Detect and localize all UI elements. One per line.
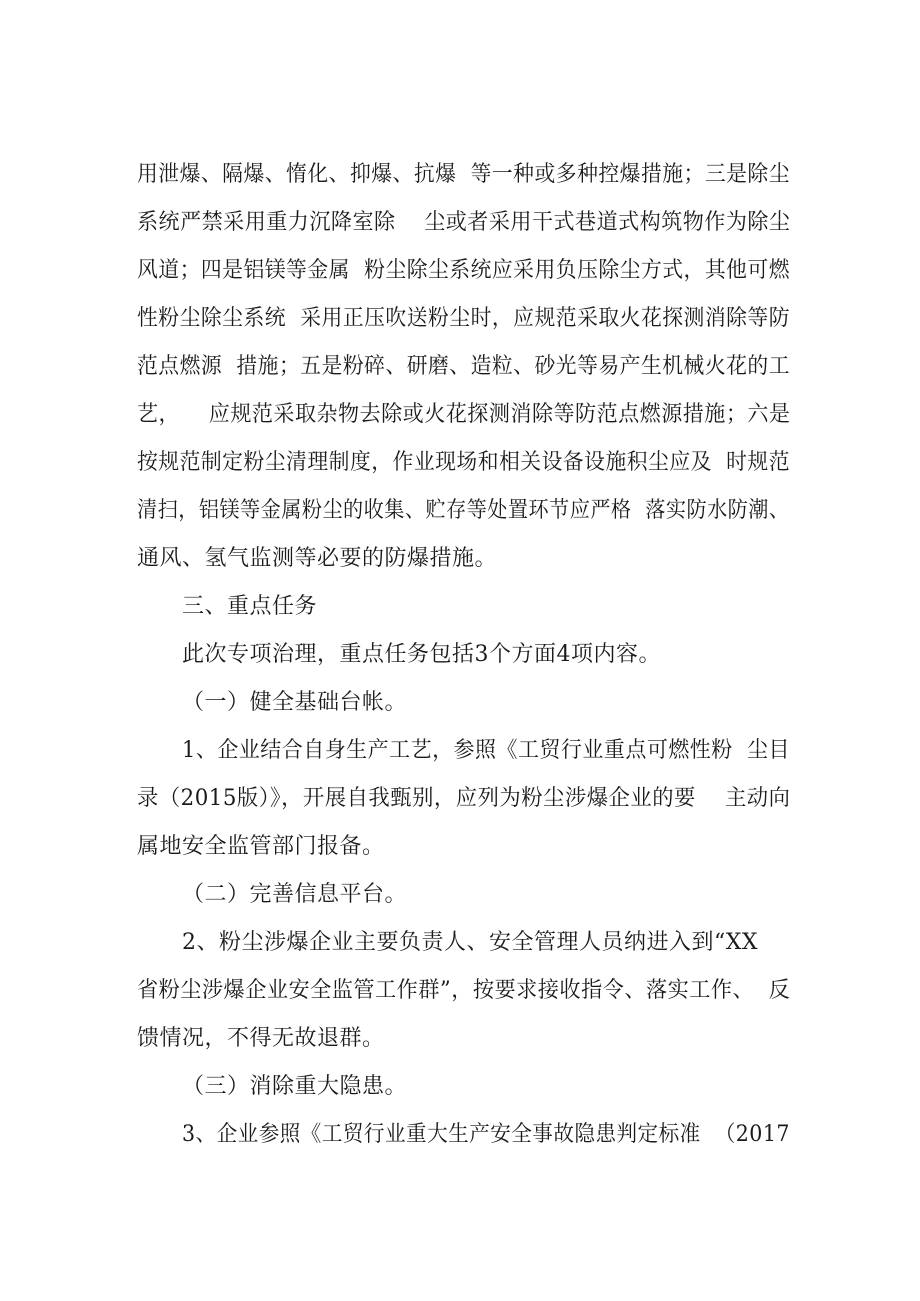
body-text-line: 属地安全监管部门报备。 — [137, 834, 385, 859]
body-text-line: 清扫，铝镁等金属粉尘的收集、贮存等处置环节应严格 落实防水防潮、 — [137, 498, 790, 523]
body-text-line: 范点燃源 措施；五是粉碎、研磨、造粒、砂光等易产生机械火花的工 — [137, 354, 791, 379]
section-heading: 三、重点任务 — [182, 594, 318, 619]
body-text-line: 用泄爆、隔爆、惰化、抑爆、抗爆 等一种或多种控爆措施；三是除尘 — [137, 162, 791, 187]
subsection-heading: （二）完善信息平台。 — [182, 882, 408, 907]
body-text-line: 录（2015版）》，开展自我甄别，应列为粉尘涉爆企业的要 主动向 — [137, 786, 791, 811]
subsection-heading: （三）消除重大隐患。 — [182, 1074, 408, 1099]
body-text-line: 1、企业结合自身生产工艺，参照《工贸行业重点可燃性粉 尘目 — [182, 738, 791, 763]
body-text-line: 馈情况，不得无故退群。 — [137, 1026, 385, 1051]
subsection-heading: （一）健全基础台帐。 — [182, 690, 408, 715]
body-text-line: 艺， 应规范采取杂物去除或火花探测消除等防范点燃源措施；六是 — [137, 402, 791, 427]
body-text-line: 风道；四是铝镁等金属 粉尘除尘系统应采用负压除尘方式，其他可燃 — [137, 258, 791, 283]
body-text-line: 系统严禁采用重力沉降室除 尘或者采用干式巷道式构筑物作为除尘 — [137, 210, 791, 235]
body-text-line: 3、企业参照《工贸行业重大生产安全事故隐患判定标准 （2017 — [182, 1122, 790, 1147]
body-text-line: 通风、氢气监测等必要的防爆措施。 — [137, 546, 498, 571]
body-text-line: 性粉尘除尘系统 采用正压吹送粉尘时，应规范采取火花探测消除等防 — [137, 306, 791, 331]
body-text-line: 省粉尘涉爆企业安全监管工作群”，按要求接收指令、落实工作、 反 — [137, 978, 791, 1003]
body-text-line: 按规范制定粉尘清理制度，作业现场和相关设备设施积尘应及 时规范 — [137, 450, 791, 475]
body-text-line: 此次专项治理，重点任务包括3个方面4项内容。 — [182, 642, 661, 667]
body-text-line: 2、粉尘涉爆企业主要负责人、安全管理人员纳进入到“XX — [182, 930, 759, 955]
